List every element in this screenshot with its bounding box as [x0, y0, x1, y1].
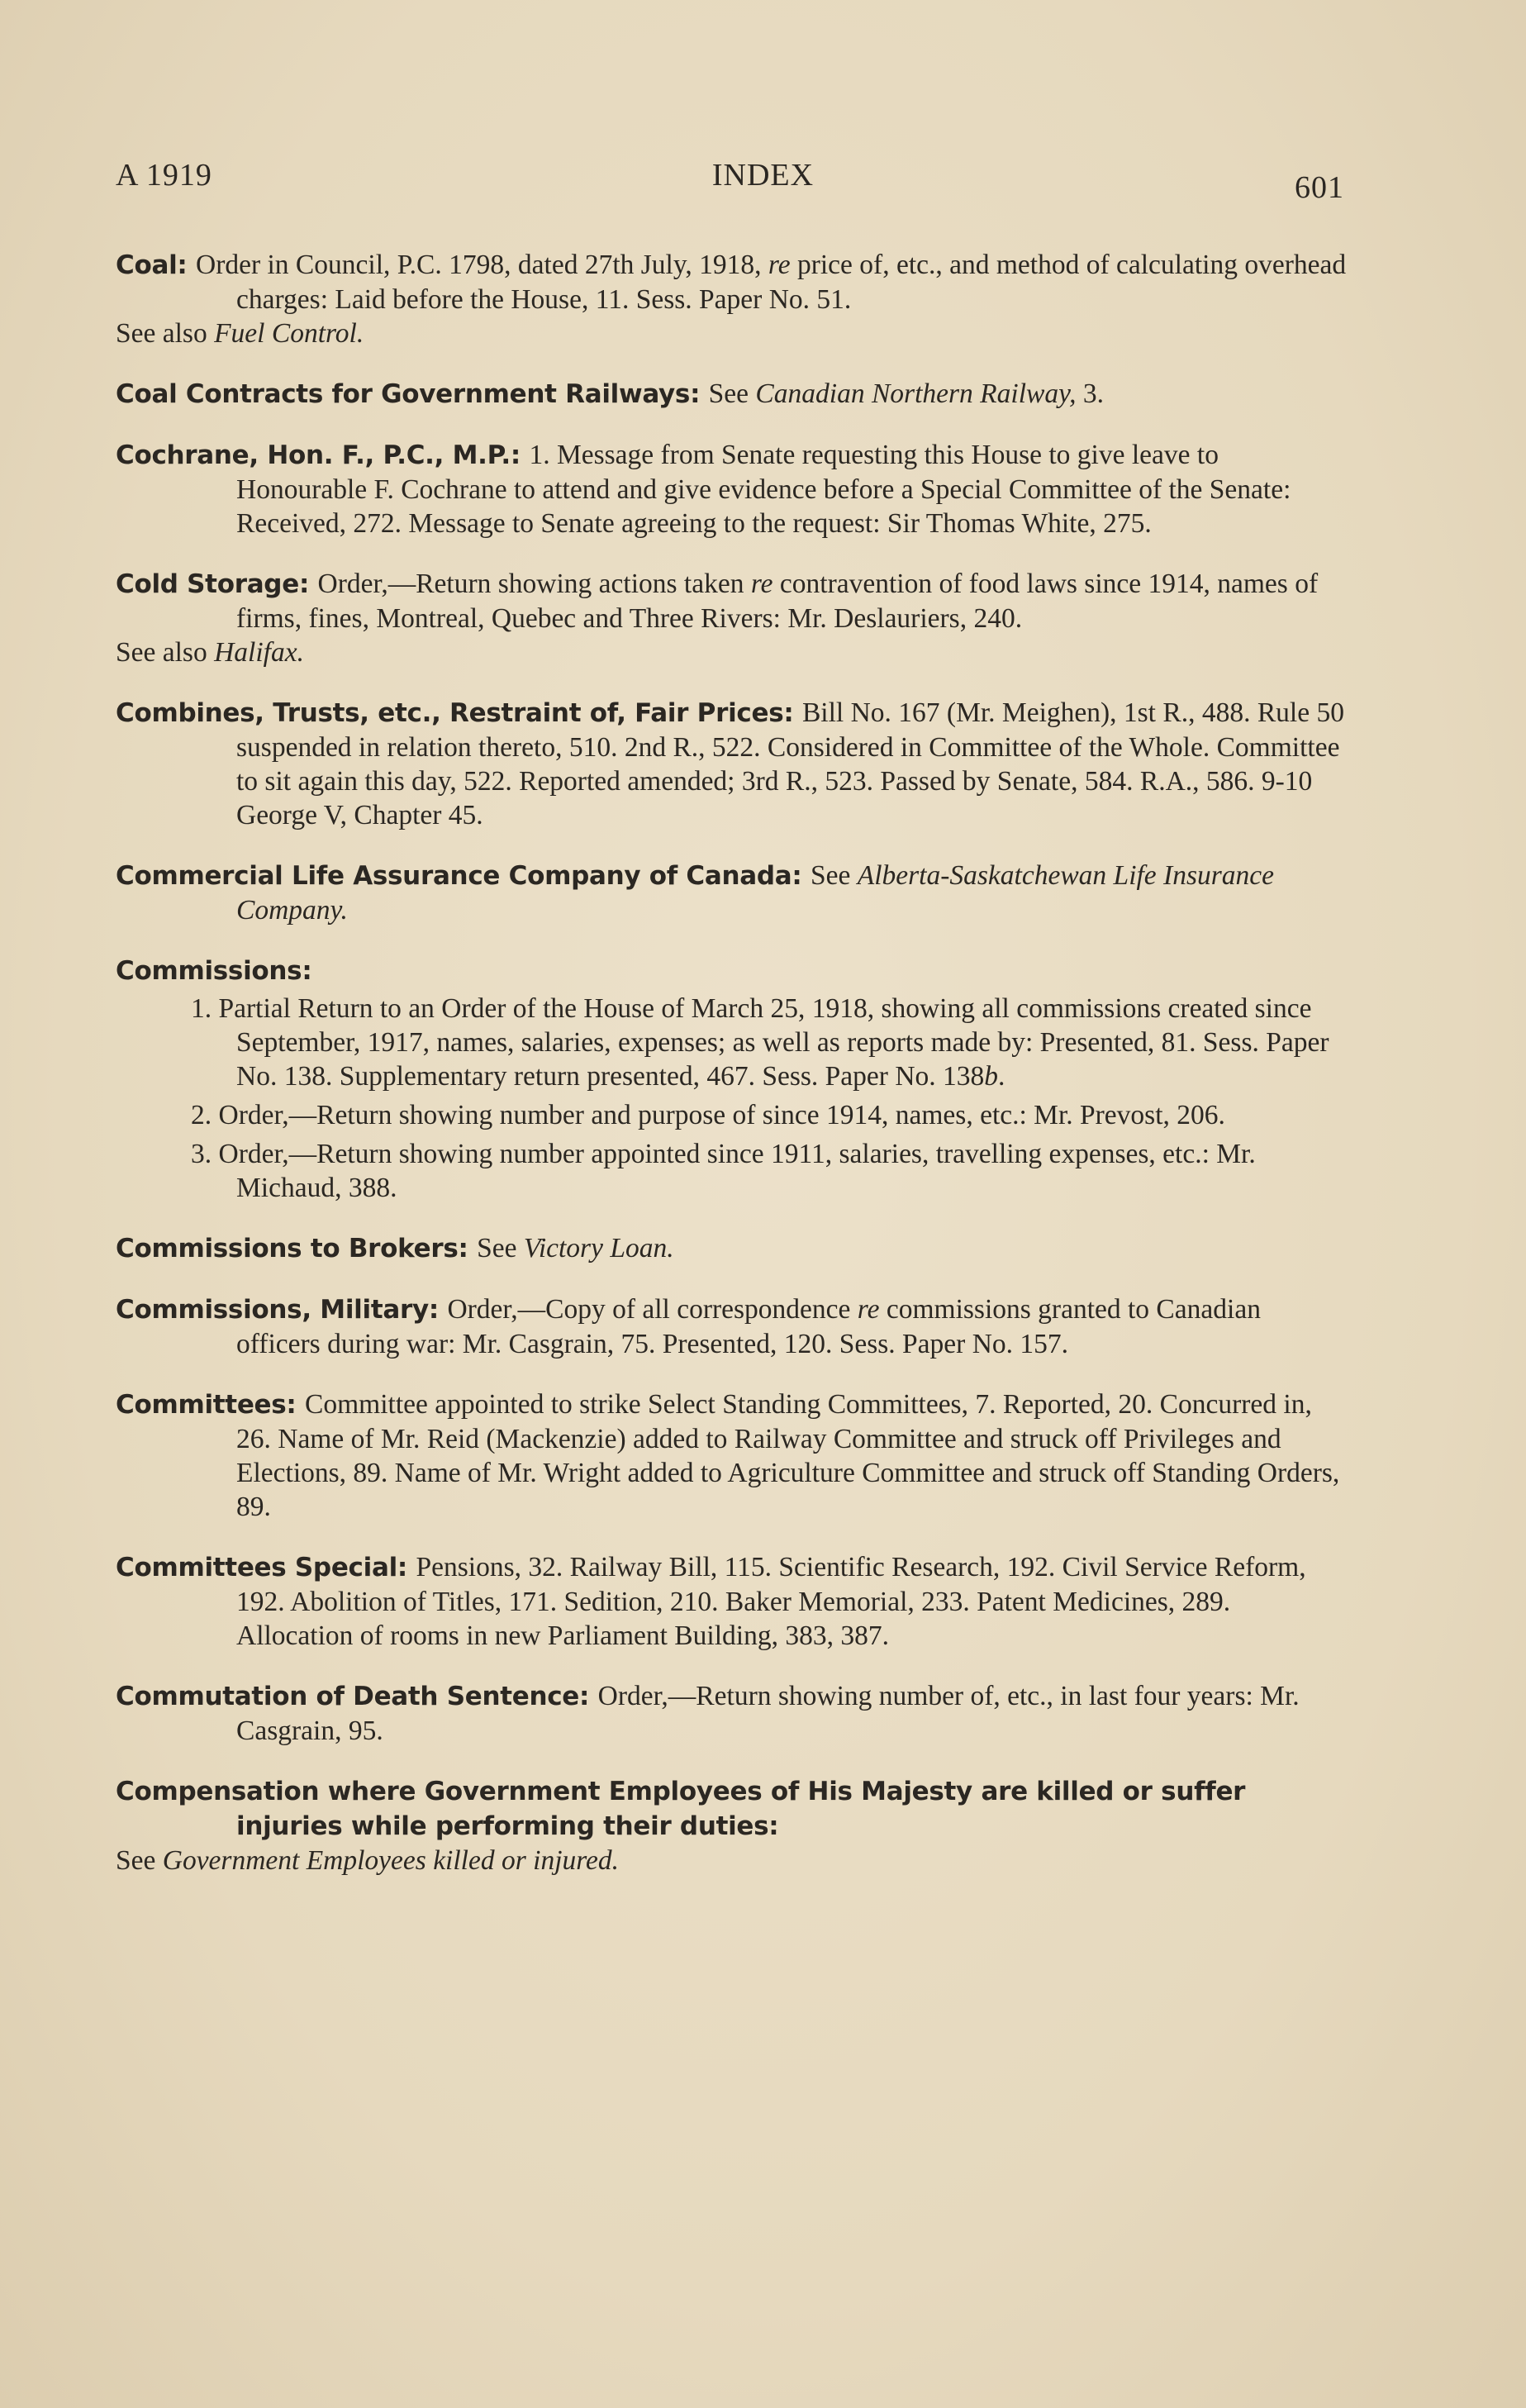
see-prefix: See	[477, 1233, 524, 1263]
see-prefix: See also	[116, 318, 215, 349]
entry-heading: Coal	[116, 250, 178, 280]
entry-coal-contracts: Coal Contracts for Government Railways: See Canadian Northern Railway, 3.	[116, 378, 1104, 409]
page-number: 601	[1295, 170, 1344, 205]
see-line	[116, 1844, 1347, 1877]
entry-coal: Coal: Order in Council, P.C. 1798, dated 27th July, 1918, re price of, etc., and method of calculating overhead charges: Laid before the House, 11. Sess. Paper No. 51. See also Fuel Control.	[116, 250, 1347, 349]
cross-reference: Fuel Control.	[214, 318, 364, 349]
see-prefix: See also	[116, 637, 215, 668]
entry-heading: Combines, Trusts, etc., Restraint of, Fair Prices	[116, 698, 784, 728]
entry-heading: Commercial Life Assurance Company of Canada	[116, 861, 792, 891]
entry-text: Order in Council, P.C. 1798, dated 27th July, 1918,	[196, 250, 768, 280]
entry-text-cont: contravention of food laws since 1914, names of firms, fines, Montreal, Quebec and Three Rivers: Mr. Deslauriers, 240.	[236, 569, 1319, 634]
entry-commissions	[116, 954, 1347, 1205]
item-text: Order,—Return showing number appointed since 1911, salaries, travelling expenses, etc.: Mr. Michaud, 388.	[218, 1139, 1256, 1203]
page-ref: 3.	[1076, 378, 1104, 409]
cross-reference: Canadian Northern Railway,	[755, 378, 1077, 409]
list-item	[116, 1137, 1347, 1205]
entry-heading: Commutation of Death Sentence	[116, 1682, 580, 1711]
entry-commutation: Commutation of Death Sentence: Order,—Return showing number of, etc., in last four years: Mr. Casgrain, 95.	[116, 1681, 1300, 1746]
entry-heading: Committees Special	[116, 1553, 397, 1582]
entry-re: re	[768, 250, 791, 280]
entry-combines: Combines, Trusts, etc., Restraint of, Fair Prices: Bill No. 167 (Mr. Meighen), 1st R., 488. Rule 50 suspended in relation thereto, 510. 2nd R., 522. Considered in Committee of the Whole. Committee to sit again this day, 522. Reported amended; 3rd R., 523. Passed by Senate, 584. R.A., 586. 9-10 George V, Chapter 45.	[116, 697, 1344, 830]
item-suffix: b	[984, 1061, 999, 1092]
entry-heading: Cochrane, Hon. F., P.C., M.P.	[116, 440, 511, 470]
entry-text: Committee appointed to strike Select Standing Committees, 7. Reported, 20. Concurred in, 26. Name of Mr. Reid (Mackenzie) added to Railway Committee and struck off Privileges and Elections, 89. Name of Mr. Wright added to Agriculture Committee and struck off Standing Orders, 89.	[236, 1389, 1340, 1522]
entry-text: Bill No. 167 (Mr. Meighen), 1st R., 488. Rule 50 suspended in relation thereto, 510. 2nd R., 522. Considered in Committee of the Whole. Committee to sit again this day, 522. Reported amended; 3rd R., 523. Passed by Senate, 584. R.A., 586. 9-10 George V, Chapter 45.	[236, 697, 1344, 830]
item-number: 3.	[191, 1139, 212, 1169]
entry-heading: Cold Storage	[116, 569, 299, 599]
entry-text: Pensions, 32. Railway Bill, 115. Scientific Research, 192. Civil Service Reform, 192. Abolition of Titles, 171. Sedition, 210. Baker Memorial, 233. Patent Medicines, 289. Allocation of rooms in new Parliament Building, 383, 387.	[236, 1552, 1306, 1651]
entry-committees: Committees: Committee appointed to strike Select Standing Committees, 7. Reported, 20. Concurred in, 26. Name of Mr. Reid (Mackenzie) added to Railway Committee and struck off Privileges and Elections, 89. Name of Mr. Wright added to Agriculture Committee and struck off Standing Orders, 89.	[116, 1389, 1340, 1522]
entry-text: Order,—Return showing actions taken	[317, 569, 751, 599]
entry-heading: Commissions:	[116, 956, 312, 986]
item-end: .	[998, 1061, 1005, 1092]
entry-commissions-military: Commissions, Military: Order,—Copy of all correspondence re commissions granted to Canadian officers during war: Mr. Casgrain, 75. Presented, 120. Sess. Paper No. 157.	[116, 1294, 1261, 1359]
cross-reference: Alberta-Saskatchewan Life Insurance Company.	[236, 860, 1275, 926]
entry-compensation	[116, 1774, 1347, 1877]
entry-text: Order,—Copy of all correspondence	[447, 1294, 858, 1325]
see-prefix: See	[811, 860, 858, 891]
see-also-line	[116, 316, 1347, 350]
entry-text: Order,—Return showing number of, etc., in last four years: Mr. Casgrain, 95.	[236, 1681, 1300, 1746]
page-header-left: A 1919	[116, 158, 212, 193]
entry-text: 1. Message from Senate requesting this House to give leave to Honourable F. Cochrane to attend and give evidence before a Special Committee of the Senate: Received, 272. Message to Senate agreeing to the request: Sir Thomas White, 275.	[236, 440, 1291, 539]
entry-re: re	[750, 569, 773, 599]
see-prefix: See	[116, 1845, 163, 1876]
entry-commissions-brokers: Commissions to Brokers: See Victory Loan.	[116, 1233, 674, 1263]
see-also-line	[116, 635, 1347, 669]
entry-text-cont: commissions granted to Canadian officers during war: Mr. Casgrain, 75. Presented, 120. Sess. Paper No. 157.	[236, 1294, 1261, 1359]
index-entries	[116, 248, 1347, 1877]
entry-heading: Commissions to Brokers	[116, 1234, 459, 1263]
page-header-title: INDEX	[711, 158, 815, 193]
entry-heading: Coal Contracts for Government Railways	[116, 379, 691, 409]
cross-reference: Halifax.	[214, 637, 304, 668]
item-text: Partial Return to an Order of the House of March 25, 1918, showing all commissions created since September, 1917, names, salaries, expenses; as well as reports made by: Presented, 81. Sess. Paper No. 138. Supplementary return presented, 467. Sess. Paper No. 138	[218, 993, 1329, 1092]
entry-cold-storage: Cold Storage: Order,—Return showing actions taken re contravention of food laws since 1914, names of firms, fines, Montreal, Quebec and Three Rivers: Mr. Deslauriers, 240. See also Halifax.	[116, 567, 1347, 669]
entry-commercial-life: Commercial Life Assurance Company of Canada: See Alberta-Saskatchewan Life Insurance Company.	[116, 860, 1275, 926]
entry-text-cont: price of, etc., and method of calculating overhead charges: Laid before the House, 11. Sess. Paper No. 51.	[236, 250, 1347, 315]
entry-heading: Commissions, Military	[116, 1295, 429, 1325]
entry-heading: Committees	[116, 1390, 287, 1420]
entry-heading: Compensation where Government Employees of His Majesty are killed or suffer injuries while performing their duties:	[116, 1777, 1246, 1841]
list-item	[116, 992, 1347, 1093]
entry-committees-special: Committees Special: Pensions, 32. Railway Bill, 115. Scientific Research, 192. Civil Service Reform, 192. Abolition of Titles, 171. Sedition, 210. Baker Memorial, 233. Patent Medicines, 289. Allocation of rooms in new Parliament Building, 383, 387.	[116, 1552, 1306, 1651]
entry-cochrane: Cochrane, Hon. F., P.C., M.P.: 1. Message from Senate requesting this House to give leave to Honourable F. Cochrane to attend and give evidence before a Special Committee of the Senate: Received, 272. Message to Senate agreeing to the request: Sir Thomas White, 275.	[116, 440, 1291, 539]
see-prefix: See	[708, 378, 756, 409]
item-number: 2.	[191, 1100, 212, 1130]
list-item	[116, 1098, 1347, 1132]
entry-re: re	[857, 1294, 880, 1325]
item-number: 1.	[191, 993, 212, 1024]
cross-reference: Government Employees killed or injured.	[162, 1845, 620, 1876]
item-text: Order,—Return showing number and purpose of since 1914, names, etc.: Mr. Prevost, 206.	[218, 1100, 1225, 1130]
cross-reference: Victory Loan.	[523, 1233, 674, 1263]
